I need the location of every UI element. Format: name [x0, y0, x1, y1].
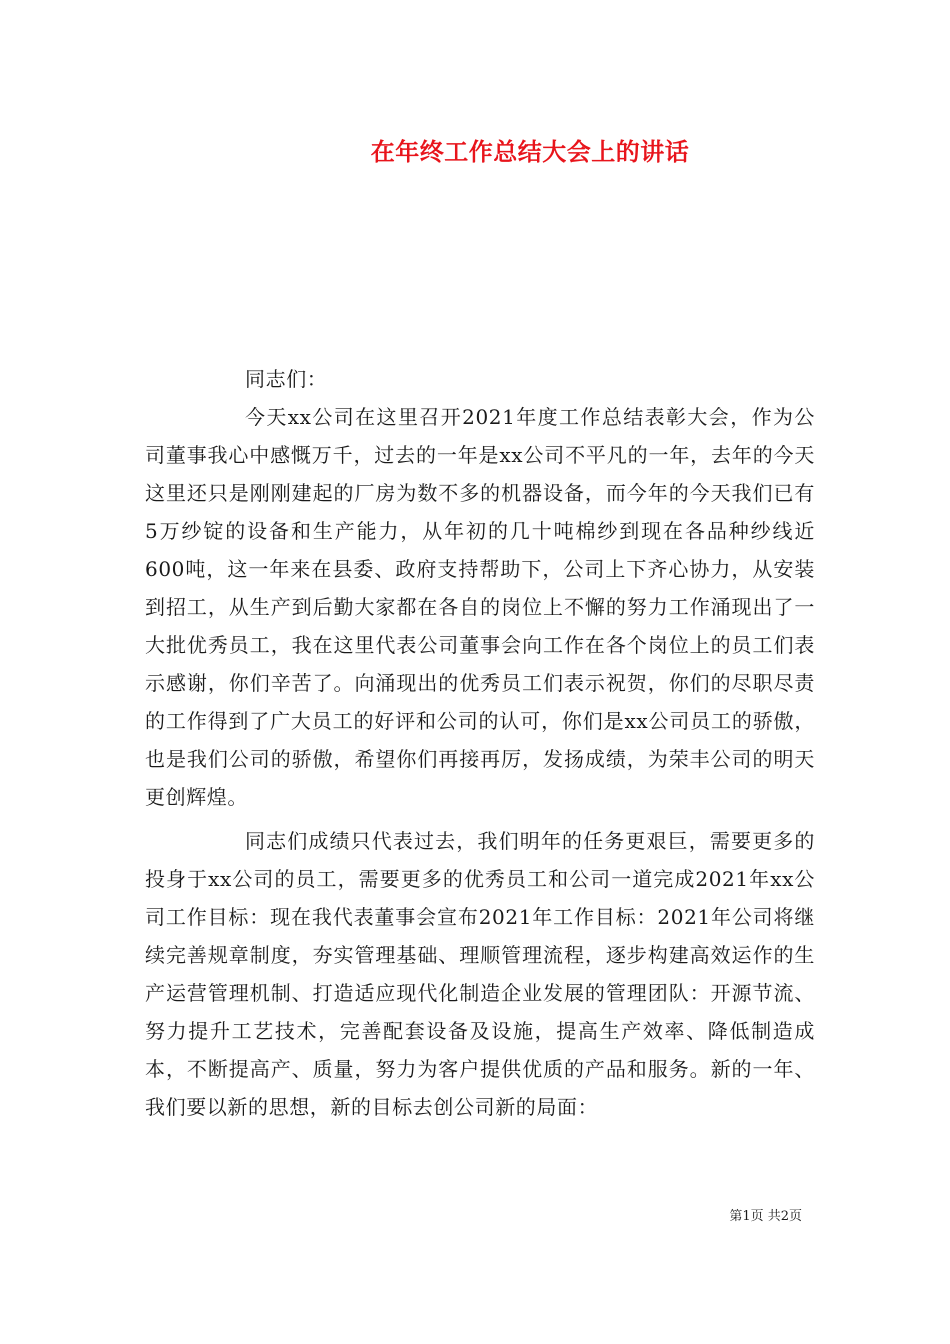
document-title: 在年终工作总结大会上的讲话: [370, 137, 690, 166]
salutation: 同志们：: [245, 367, 328, 391]
page-number-footer: 第1页 共2页: [729, 1209, 802, 1224]
paragraph-1: 今天xx公司在这里召开2021年度工作总结表彰大会，作为公司董事我心中感慨万千，过去的一年是xx公司不平凡的一年，去年的今天这里还只是刚刚建起的厂房为数不多的机器设备，而今年的今天我们已有5万纱锭的设备和生产能力，从年初的几十吨棉纱到现在各品种纱线近600吨，这一年来在县委、政府支持帮助下，公司上下齐心协力，从安装到招工，从生产到后勤大家都在各自的岗位上不懈的努力工作涌现出了一大批优秀员工，我在这里代表公司董事会向工作在各个岗位上的员工们表示感谢，你们辛苦了。向涌现出的优秀员工们表示祝贺，你们的尽职尽责的工作得到了广大员工的好评和公司的认可，你们是xx公司员工的骄傲，也是我们公司的骄傲，希望你们再接再厉，发扬成绩，为荣丰公司的明天更创辉煌。: [145, 405, 815, 809]
paragraph-2: 同志们成绩只代表过去，我们明年的任务更艰巨，需要更多的投身于xx公司的员工，需要更多的优秀员工和公司一道完成2021年xx公司工作目标：现在我代表董事会宣布2021年工作目标：2021年公司将继续完善规章制度，夯实管理基础、理顺管理流程，逐步构建高效运作的生产运营管理机制、打造适应现代化制造企业发展的管理团队：开源节流、努力提升工艺技术，完善配套设备及设施，提高生产效率、降低制造成本，不断提高产、质量，努力为客户提供优质的产品和服务。新的一年、我们要以新的思想，新的目标去创公司新的局面：: [145, 829, 815, 1119]
document-body: [145, 360, 815, 1132]
